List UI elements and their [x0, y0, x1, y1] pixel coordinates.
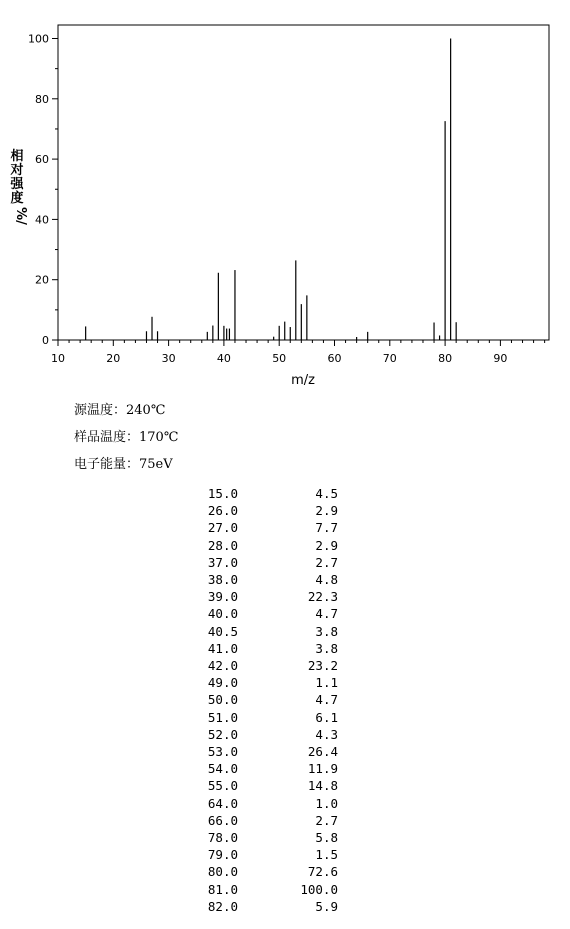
peak-mz: 52.0 [207, 726, 238, 742]
table-row [190, 554, 338, 571]
source-temperature: 源温度：240℃ [74, 403, 166, 418]
x-axis-title: m/z [291, 373, 315, 388]
y-tick-label: 60 [35, 153, 49, 167]
peak-intensity: 72.6 [307, 864, 338, 880]
peak-mz: 50.0 [207, 692, 238, 708]
peak-intensity: 1.1 [315, 675, 338, 691]
peak-mz: 54.0 [207, 761, 238, 777]
peak-mz: 64.0 [207, 795, 238, 811]
peak-mz: 51.0 [207, 709, 238, 725]
y-tick-label: 40 [35, 213, 49, 227]
peak-mz: 55.0 [207, 778, 238, 794]
table-row [190, 485, 338, 502]
table-row [190, 743, 338, 760]
peak-intensity: 2.9 [315, 537, 338, 553]
y-axis-title: 强 [10, 177, 24, 192]
peak-mz: 49.0 [207, 675, 238, 691]
peak-intensity: 2.7 [315, 812, 338, 828]
x-tick-label: 50 [272, 352, 287, 365]
peak-intensity: 6.1 [315, 709, 338, 725]
table-row [190, 881, 338, 898]
table-row [190, 588, 338, 605]
peak-intensity: 2.9 [315, 503, 338, 519]
peak-intensity: 3.8 [315, 623, 338, 639]
y-axis-title: 相 [10, 149, 24, 164]
peak-intensity: 4.8 [315, 572, 338, 588]
peak-mz: 15.0 [207, 486, 238, 501]
peak-mz: 40.0 [207, 606, 238, 622]
peak-mz: 39.0 [207, 589, 238, 605]
peak-intensity: 4.7 [315, 692, 338, 708]
peak-mz: 26.0 [207, 503, 238, 519]
table-row [190, 795, 338, 812]
peak-mz: 78.0 [207, 830, 238, 846]
peak-mz: 82.0 [207, 898, 238, 914]
peak-intensity: 1.0 [315, 795, 338, 811]
table-row [190, 829, 338, 846]
peak-table [190, 485, 338, 915]
y-tick-label: 20 [35, 273, 49, 287]
peak-intensity: 100.0 [300, 881, 338, 897]
peak-mz: 42.0 [207, 658, 238, 674]
electron-energy: 电子能量：75eV [74, 457, 173, 472]
peak-mz: 28.0 [207, 537, 238, 553]
x-tick-label: 70 [382, 352, 397, 365]
peak-mz: 27.0 [207, 520, 238, 536]
table-row [190, 898, 338, 915]
peak-intensity: 4.5 [315, 486, 338, 501]
peak-intensity: 5.8 [315, 830, 338, 846]
y-tick-label: 80 [35, 92, 49, 106]
table-row [190, 760, 338, 777]
table-row [190, 657, 338, 674]
x-tick-label: 30 [161, 352, 176, 365]
peak-mz: 66.0 [207, 812, 238, 828]
peak-intensity: 2.7 [315, 554, 338, 570]
peak-mz: 41.0 [207, 640, 238, 656]
y-tick-label: 0 [42, 334, 49, 347]
peak-intensity: 3.8 [315, 640, 338, 656]
table-row [190, 691, 338, 708]
peak-mz: 38.0 [207, 572, 238, 588]
table-row [190, 777, 338, 794]
table-row [190, 623, 338, 640]
x-tick-label: 90 [493, 352, 508, 365]
y-axis-title: 度 [10, 191, 24, 206]
peak-intensity: 7.7 [315, 520, 338, 536]
x-tick-label: 20 [106, 352, 121, 365]
peak-mz: 53.0 [207, 744, 238, 760]
table-row [190, 537, 338, 554]
x-tick-label: 80 [438, 352, 453, 365]
peak-mz: 79.0 [207, 847, 238, 863]
peak-mz: 37.0 [207, 554, 238, 570]
x-tick-label: 60 [327, 352, 342, 365]
x-tick-label: 40 [216, 352, 231, 365]
table-row [190, 674, 338, 691]
table-row [190, 709, 338, 726]
peak-intensity: 26.4 [307, 744, 338, 760]
plot-frame [58, 25, 549, 340]
peak-intensity: 5.9 [315, 898, 338, 914]
peak-intensity: 11.9 [307, 761, 338, 777]
peak-intensity: 22.3 [307, 589, 338, 605]
x-tick-label: 10 [51, 352, 65, 365]
table-row [190, 846, 338, 863]
mass-spectrum-chart [0, 0, 570, 395]
y-axis-title: %/ [13, 207, 28, 225]
y-axis-title: 对 [10, 163, 24, 178]
peak-intensity: 1.5 [315, 847, 338, 863]
table-row [190, 502, 338, 519]
peak-mz: 81.0 [207, 881, 238, 897]
peak-mz: 40.5 [207, 623, 238, 639]
table-row [190, 519, 338, 536]
table-row [190, 726, 338, 743]
table-row [190, 571, 338, 588]
table-row [190, 605, 338, 622]
y-tick-label: 100 [28, 32, 49, 46]
table-row [190, 812, 338, 829]
peak-intensity: 4.7 [315, 606, 338, 622]
table-row [190, 863, 338, 880]
sample-temperature: 样品温度：170℃ [74, 430, 179, 445]
table-row [190, 640, 338, 657]
peak-intensity: 14.8 [307, 778, 338, 794]
peak-mz: 80.0 [207, 864, 238, 880]
peak-intensity: 4.3 [315, 726, 338, 742]
peak-intensity: 23.2 [307, 658, 338, 674]
